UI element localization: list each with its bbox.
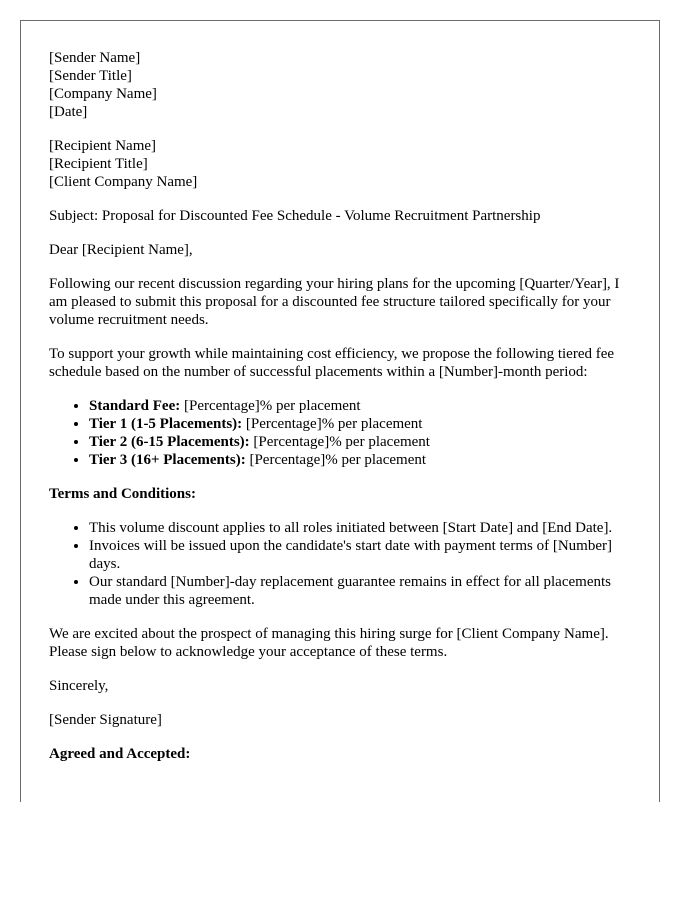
fee-tier-value: [Percentage]% per placement (242, 416, 423, 432)
intro-paragraph: Following our recent discussion regarding your hiring plans for the upcoming [Quarter/Year], I am pleased to submit this proposal for a discounted fee structure tailored specifically for your volume recruitment needs. (49, 276, 620, 328)
terms-item: • Invoices will be issued upon the candidate's start date with payment terms of [Number] days. (89, 537, 639, 573)
terms-heading-text: Terms and Conditions: (49, 486, 196, 502)
tiers-intro-paragraph: To support your growth while maintaining cost efficiency, we propose the following tiered fee schedule based on the number of successful placements within a [Number]-month period: (49, 346, 615, 380)
sender-title: [Sender Title] (49, 68, 132, 84)
fee-tier-value: [Percentage]% per placement (180, 398, 361, 414)
closing-paragraph: We are excited about the prospect of managing this hiring surge for [Client Company Name]. Please sign below to acknowledge your acceptance of these terms. (49, 626, 609, 660)
subject-line: Subject: Proposal for Discounted Fee Schedule - Volume Recruitment Partnership (49, 208, 541, 224)
fee-tier-label: Tier 2 (6-15 Placements): (89, 434, 250, 450)
fee-tier-item (89, 415, 639, 433)
sender-company: [Company Name] (49, 86, 157, 102)
acceptance-heading (49, 745, 639, 763)
fee-tier-label: Tier 1 (1-5 Placements): (89, 416, 243, 432)
fee-tier-item (89, 397, 639, 415)
letter-date: [Date] (49, 104, 88, 120)
terms-list (49, 519, 639, 609)
letter-page (20, 20, 660, 802)
signoff: Sincerely, (49, 678, 109, 694)
terms-heading (49, 485, 639, 503)
recipient-title: [Recipient Title] (49, 156, 148, 172)
fee-tier-label: Standard Fee: (89, 398, 181, 414)
terms-item: • Our standard [Number]-day replacement guarantee remains in effect for all placements made under this agreement. (89, 573, 639, 609)
sender-name: [Sender Name] (49, 50, 141, 66)
letter-body (49, 49, 639, 779)
acceptance-heading-text: Agreed and Accepted: (49, 746, 191, 762)
fee-tier-value: [Percentage]% per placement (249, 434, 430, 450)
sender-block (49, 49, 639, 121)
fee-tier-value: [Percentage]% per placement (245, 452, 427, 468)
fee-tier-item (89, 451, 639, 469)
recipient-block (49, 137, 639, 191)
recipient-name: [Recipient Name] (49, 138, 157, 154)
recipient-company: [Client Company Name] (49, 174, 198, 190)
sender-signature: [Sender Signature] (49, 712, 162, 728)
fee-tier-label: Tier 3 (16+ Placements): (89, 452, 246, 468)
terms-item: • This volume discount applies to all roles initiated between [Start Date] and [End Date]. (89, 519, 639, 537)
salutation: Dear [Recipient Name], (49, 242, 193, 258)
fee-tier-list (49, 397, 639, 469)
fee-tier-item (89, 433, 639, 451)
